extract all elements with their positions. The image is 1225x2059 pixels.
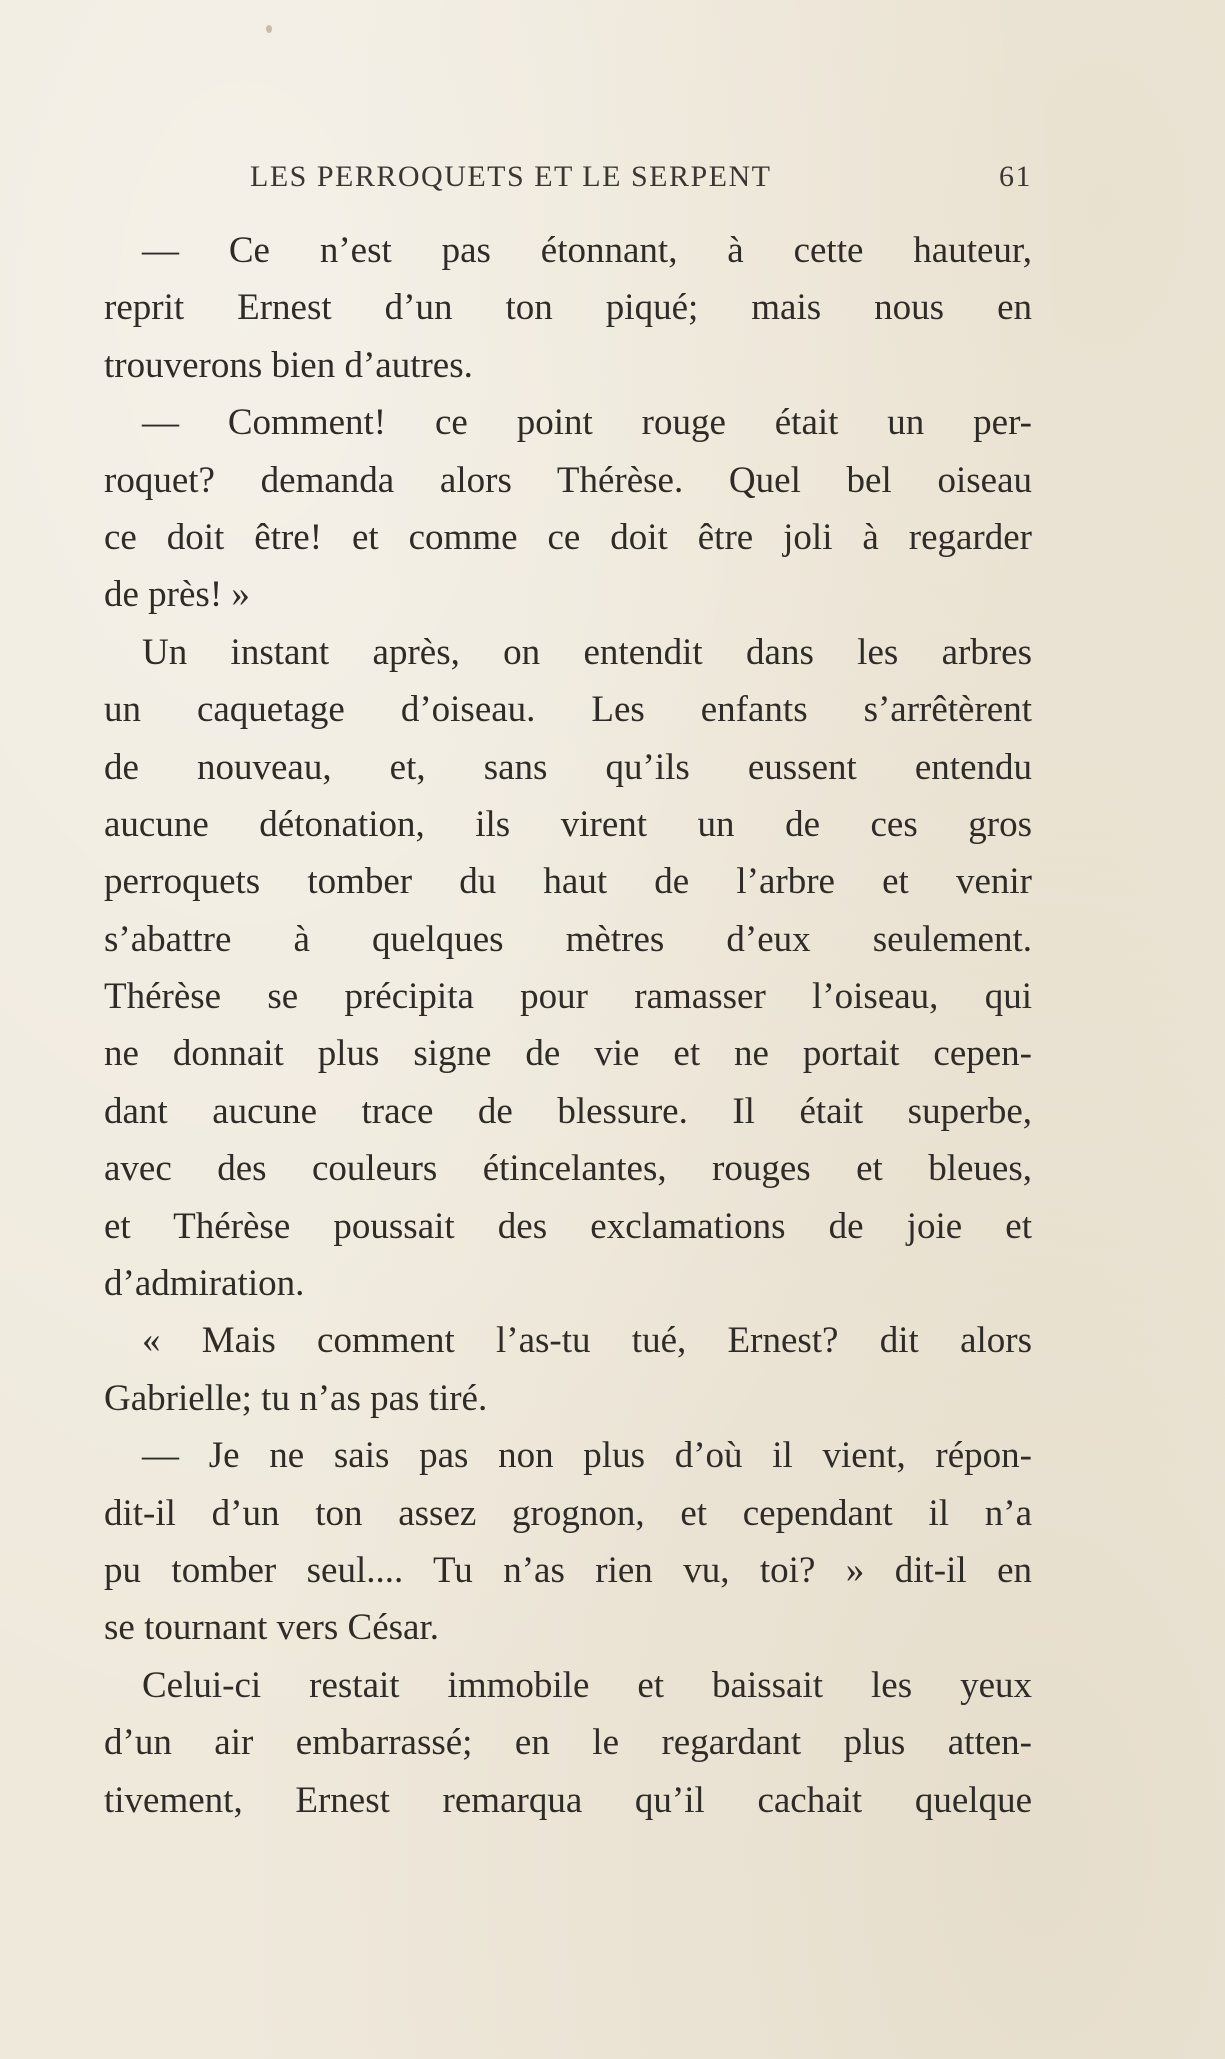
text-line: s’abattre à quelques mètres d’eux seulement.	[104, 918, 1032, 960]
text-line: Un instant après, on entendit dans les arbres	[142, 631, 1032, 673]
text-line: — Comment! ce point rouge était un per-	[142, 402, 1032, 444]
text-line: pu tomber seul.... Tu n’as rien vu, toi? » dit-il en	[104, 1549, 1032, 1591]
running-head	[250, 160, 1032, 200]
text-line: d’un air embarrassé; en le regardant plus atten-	[104, 1722, 1032, 1764]
page-number: 61	[999, 160, 1032, 193]
text-line: — Ce n’est pas étonnant, à cette hauteur,	[142, 230, 1032, 271]
text-line: roquet? demanda alors Thérèse. Quel bel oiseau	[104, 459, 1032, 501]
text-line: et Thérèse poussait des exclamations de joie et	[104, 1205, 1032, 1247]
text-line: aucune détonation, ils virent un de ces gros	[104, 803, 1032, 845]
text-line: « Mais comment l’as-tu tué, Ernest? dit alors	[142, 1320, 1032, 1362]
text-line: Thérèse se précipita pour ramasser l’oiseau, qui	[104, 976, 1032, 1018]
body-text	[104, 222, 1032, 1829]
text-line: se tournant vers César.	[104, 1607, 439, 1649]
text-line: Celui-ci restait immobile et baissait les yeux	[142, 1664, 1032, 1706]
paper-speck	[266, 25, 272, 33]
text-line: de nouveau, et, sans qu’ils eussent entendu	[104, 746, 1032, 788]
text-line: avec des couleurs étincelantes, rouges et bleues,	[104, 1148, 1032, 1190]
text-line: perroquets tomber du haut de l’arbre et venir	[104, 861, 1032, 903]
text-line: ce doit être! et comme ce doit être joli à regarder	[104, 516, 1032, 558]
text-line: ne donnait plus signe de vie et ne portait cepen-	[104, 1033, 1032, 1075]
text-line: dit-il d’un ton assez grognon, et cependant il n’a	[104, 1492, 1032, 1534]
running-title: LES PERROQUETS ET LE SERPENT	[250, 160, 772, 193]
text-line: d’admiration.	[104, 1263, 305, 1305]
text-line: reprit Ernest d’un ton piqué; mais nous en	[104, 287, 1032, 329]
text-line: un caquetage d’oiseau. Les enfants s’arrêtèrent	[104, 689, 1032, 731]
text-line: trouverons bien d’autres.	[104, 344, 473, 386]
text-line: de près! »	[104, 574, 250, 616]
text-line: — Je ne sais pas non plus d’où il vient, répon-	[142, 1435, 1032, 1477]
text-line: tivement, Ernest remarqua qu’il cachait quelque	[104, 1779, 1032, 1821]
text-line: Gabrielle; tu n’as pas tiré.	[104, 1377, 488, 1419]
text-line: dant aucune trace de blessure. Il était superbe,	[104, 1090, 1032, 1132]
